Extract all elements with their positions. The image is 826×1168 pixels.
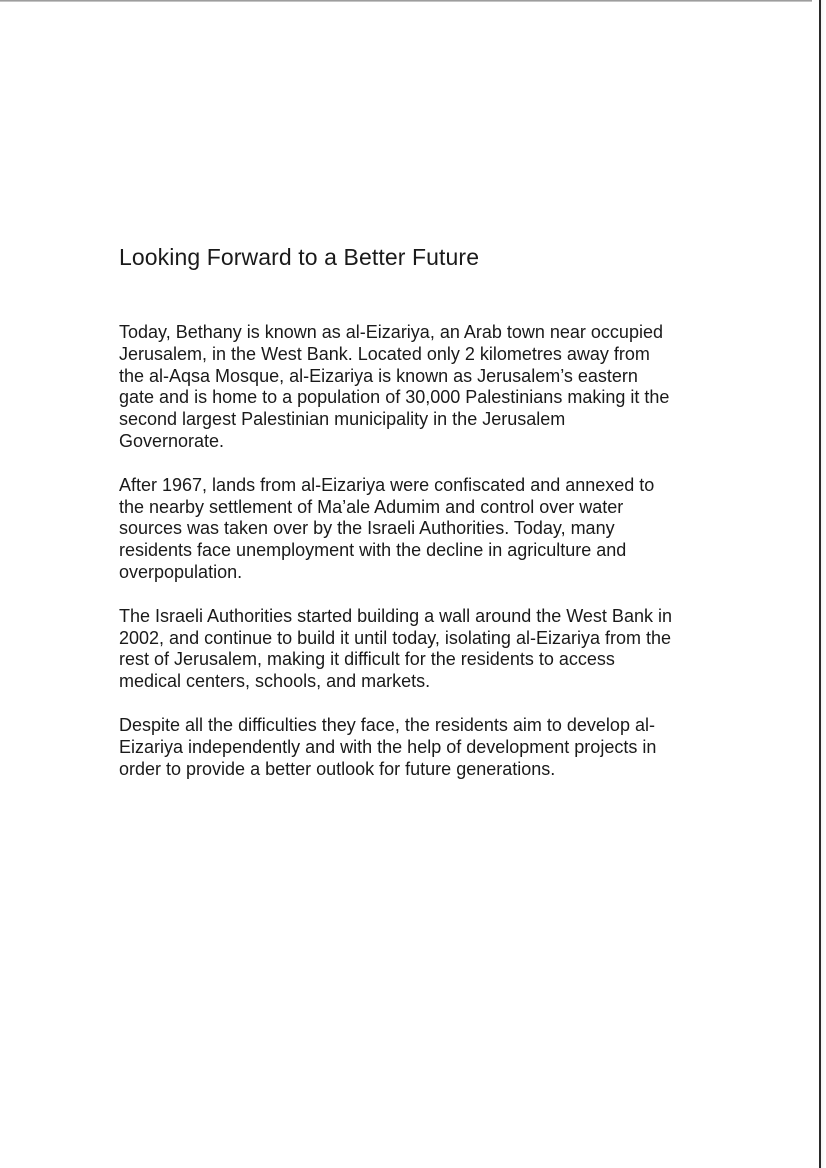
paragraph-wall: The Israeli Authorities started building a wall around the West Bank in 2002, and continue to build it until today, isolating al-Eizariya from the rest of Jerusalem, making it difficult for the residents to access medical centers, schools, and markets.	[119, 605, 672, 692]
scan-edge-top	[0, 0, 812, 2]
paragraph-bethany-today: Today, Bethany is known as al-Eizariya, an Arab town near occupied Jerusalem, in the West Bank. Located only 2 kilometres away from the al-Aqsa Mosque, al-Eizariya is known as Jerusalem’s eastern gate and is home to a population of 30,000 Palestinians making it the second largest Palestinian municipality in the Jerusalem Governorate.	[119, 322, 670, 451]
paragraph-future: Despite all the difficulties they face, the residents aim to develop al- Eizariya independently and with the help of development projects in order to provide a better outlook for future generations.	[119, 714, 657, 779]
scan-edge-right	[812, 0, 826, 1168]
document-body	[119, 240, 719, 802]
page-heading: Looking Forward to a Better Future	[119, 244, 480, 270]
paragraph-after-1967: After 1967, lands from al-Eizariya were confiscated and annexed to the nearby settlement of Ma’ale Adumim and control over water sources was taken over by the Israeli Authorities. Today, many residents face unemployment with the decline in agriculture and overpopulation.	[119, 474, 655, 582]
